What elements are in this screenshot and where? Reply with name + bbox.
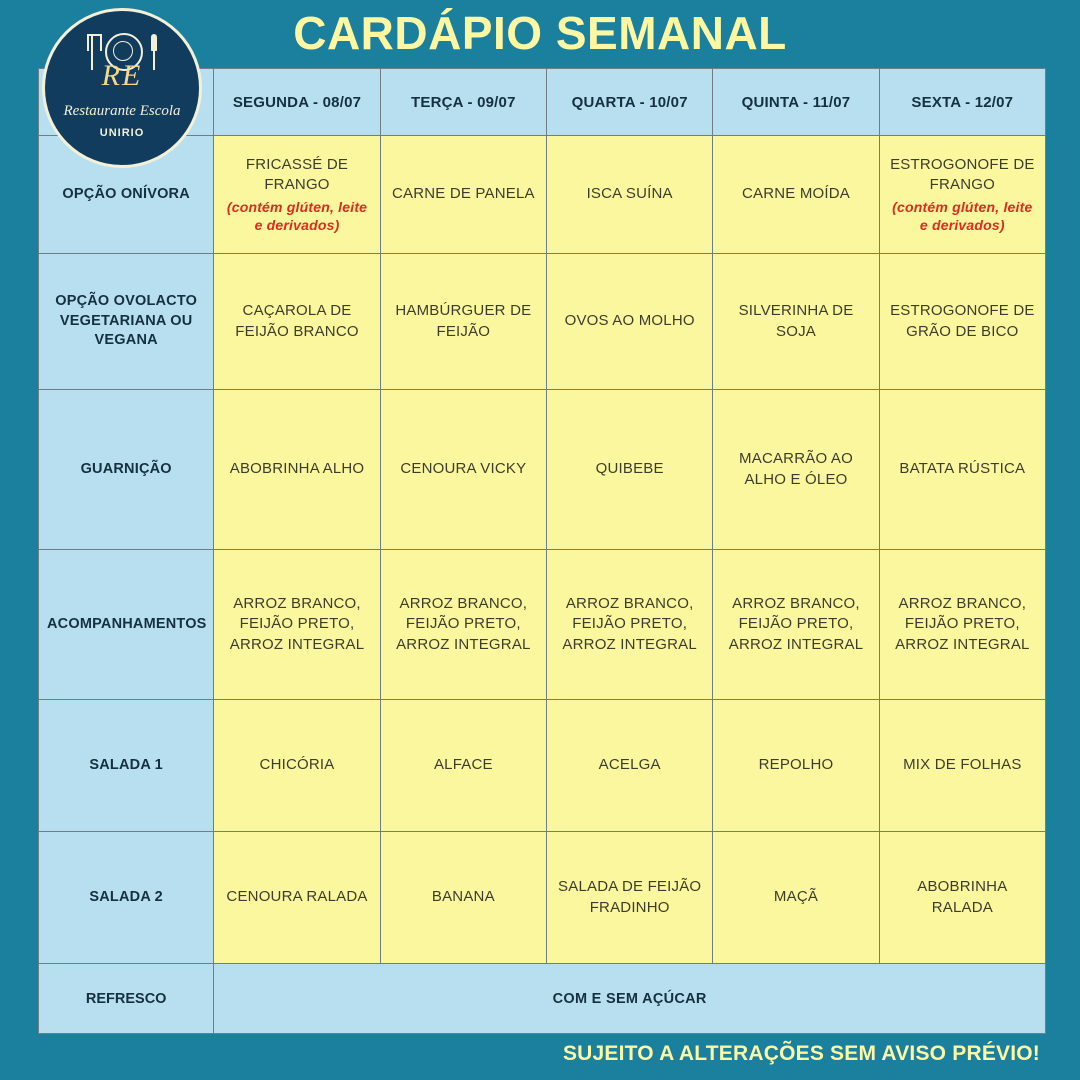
table-row bbox=[39, 964, 1046, 1034]
menu-cell: ABOBRINHA RALADA bbox=[879, 832, 1045, 964]
menu-cell: MACARRÃO AO ALHO E ÓLEO bbox=[713, 390, 879, 550]
menu-cell: CHICÓRIA bbox=[214, 700, 380, 832]
dish-name: ISCA SUÍNA bbox=[586, 185, 673, 203]
menu-cell: ARROZ BRANCO, FEIJÃO PRETO, ARROZ INTEGRAL bbox=[879, 550, 1045, 700]
menu-cell: SILVERINHA DE SOJA bbox=[713, 254, 879, 390]
row-label-salada-1: SALADA 1 bbox=[39, 700, 214, 832]
row-label-salada-2: SALADA 2 bbox=[39, 832, 214, 964]
menu-cell bbox=[380, 136, 546, 254]
allergen-note: (contém glúten, leite e derivados) bbox=[226, 198, 368, 233]
table-row bbox=[39, 550, 1046, 700]
menu-cell: ACELGA bbox=[547, 700, 713, 832]
logo-monogram: RE bbox=[101, 59, 143, 92]
row-label-acompanhamentos: ACOMPANHAMENTOS bbox=[39, 550, 214, 700]
day-header-tuesday: TERÇA - 09/07 bbox=[380, 69, 546, 136]
day-header-wednesday: QUARTA - 10/07 bbox=[547, 69, 713, 136]
table-row bbox=[39, 136, 1046, 254]
menu-cell: QUIBEBE bbox=[547, 390, 713, 550]
menu-cell: CENOURA RALADA bbox=[214, 832, 380, 964]
table-row bbox=[39, 390, 1046, 550]
refresco-value: COM E SEM AÇÚCAR bbox=[214, 964, 1046, 1034]
menu-cell: CENOURA VICKY bbox=[380, 390, 546, 550]
menu-cell: BATATA RÚSTICA bbox=[879, 390, 1045, 550]
menu-cell: ALFACE bbox=[380, 700, 546, 832]
menu-cell: BANANA bbox=[380, 832, 546, 964]
dish-name: CARNE MOÍDA bbox=[741, 185, 851, 203]
row-label-onivora: OPÇÃO ONÍVORA bbox=[39, 136, 214, 254]
dish-name: CARNE DE PANELA bbox=[391, 185, 535, 203]
table-row bbox=[39, 254, 1046, 390]
menu-cell: ABOBRINHA ALHO bbox=[214, 390, 380, 550]
restaurant-logo bbox=[42, 8, 202, 168]
menu-cell: SALADA DE FEIJÃO FRADINHO bbox=[547, 832, 713, 964]
menu-cell: ARROZ BRANCO, FEIJÃO PRETO, ARROZ INTEGRAL bbox=[713, 550, 879, 700]
logo-name: Restaurante Escola bbox=[63, 103, 181, 119]
table-row bbox=[39, 700, 1046, 832]
day-header-monday: SEGUNDA - 08/07 bbox=[214, 69, 380, 136]
menu-cell: HAMBÚRGUER DE FEIJÃO bbox=[380, 254, 546, 390]
row-label-guarnicao: GUARNIÇÃO bbox=[39, 390, 214, 550]
menu-cell: OVOS AO MOLHO bbox=[547, 254, 713, 390]
menu-cell: ARROZ BRANCO, FEIJÃO PRETO, ARROZ INTEGRAL bbox=[380, 550, 546, 700]
allergen-note: (contém glúten, leite e derivados) bbox=[892, 198, 1033, 233]
row-label-refresco: REFRESCO bbox=[39, 964, 214, 1034]
menu-cell: REPOLHO bbox=[713, 700, 879, 832]
logo-institution: UNIRIO bbox=[99, 127, 145, 139]
menu-cell: ESTROGONOFE DE GRÃO DE BICO bbox=[879, 254, 1045, 390]
menu-cell bbox=[547, 136, 713, 254]
menu-cell: MIX DE FOLHAS bbox=[879, 700, 1045, 832]
menu-cell bbox=[214, 136, 380, 254]
disclaimer-text: SUJEITO A ALTERAÇÕES SEM AVISO PRÉVIO! bbox=[562, 1042, 1040, 1065]
page-title: CARDÁPIO SEMANAL bbox=[293, 7, 787, 59]
dish-name: FRICASSÉ DE FRANGO bbox=[245, 156, 349, 194]
menu-cell: CAÇAROLA DE FEIJÃO BRANCO bbox=[214, 254, 380, 390]
row-label-vegetariana: OPÇÃO OVOLACTO VEGETARIANA OU VEGANA bbox=[39, 254, 214, 390]
menu-table-container bbox=[38, 68, 1046, 1034]
table-row bbox=[39, 832, 1046, 964]
menu-cell: ARROZ BRANCO, FEIJÃO PRETO, ARROZ INTEGRAL bbox=[214, 550, 380, 700]
day-header-thursday: QUINTA - 11/07 bbox=[713, 69, 879, 136]
menu-cell: ARROZ BRANCO, FEIJÃO PRETO, ARROZ INTEGRAL bbox=[547, 550, 713, 700]
weekly-menu-table bbox=[38, 68, 1046, 1034]
dish-name: ESTROGONOFE DE FRANGO bbox=[890, 156, 1035, 194]
menu-cell bbox=[713, 136, 879, 254]
day-header-friday: SEXTA - 12/07 bbox=[879, 69, 1045, 136]
menu-cell: MAÇÃ bbox=[713, 832, 879, 964]
menu-cell bbox=[879, 136, 1045, 254]
